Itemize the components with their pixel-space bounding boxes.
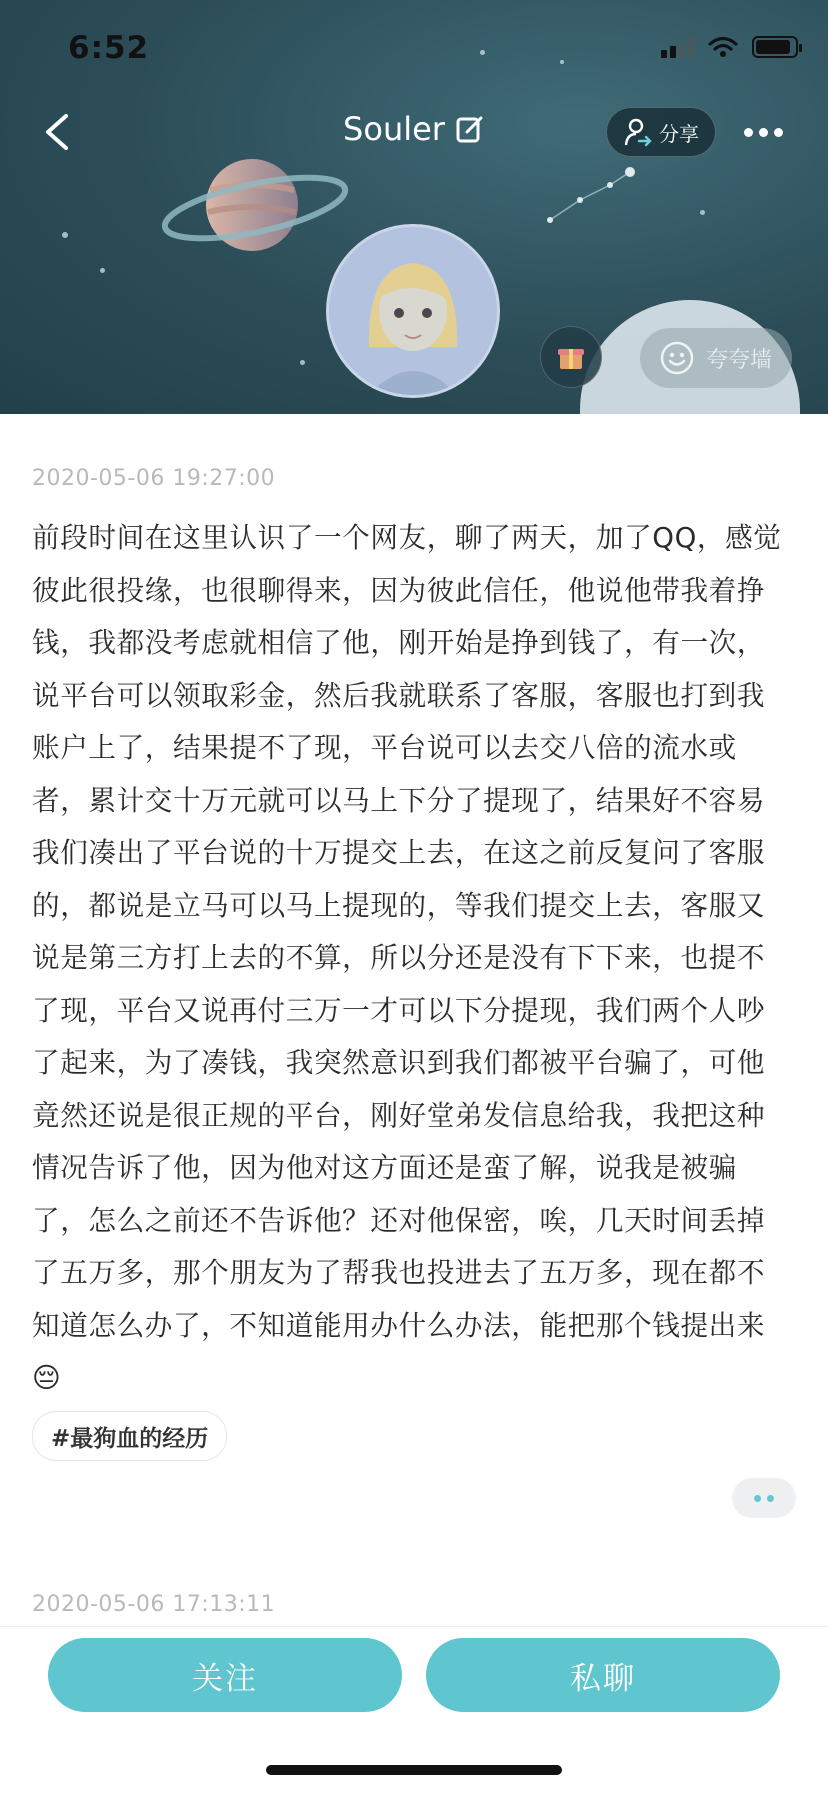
more-options-button[interactable] xyxy=(744,120,790,144)
dot-icon xyxy=(759,128,768,137)
share-label: 分享 xyxy=(659,121,699,146)
planet-decoration xyxy=(160,150,360,270)
gift-button[interactable] xyxy=(540,326,602,388)
dot-icon xyxy=(754,1495,761,1502)
post-more-button[interactable] xyxy=(732,1478,796,1518)
post-text: 前段时间在这里认识了一个网友，聊了两天，加了QQ，感觉彼此很投缘，也很聊得来，因为彼此信任，他说他带我着挣钱，我都没考虑就相信了他，刚开始是挣到钱了，有一次，说平台可以领取彩金，然后我就联系了客服，客服也打到我账户上了，结果提不了现，平台说可以去交八倍的流水或者，累计交十万元就可以马上下分了提现了，结果好不容易我们凑出了平台说的十万提交上去，在这之前反复问了客服的，都说是立马可以马上提现的，等我们提交上去，客服又说是第三方打上去的不算，所以分还是没有下下来，也提不了现，平台又说再付三万一才可以下分提现，我们两个人吵了起来，为了凑钱，我突然意识到我们都被平台骗了，可他竟然还说是很正规的平台，刚好堂弟发信息给我，我把这种情况告诉了他，因为他对这方面还是蛮了解，说我是被骗了，怎么之前还不告诉他？还对他保密，唉，几天时间丢掉了五万多，那个朋友为了帮我也投进去了五万多，现在都不知道怎么办了，不知道能用办什么办法，能把那个钱提出来😔 xyxy=(32,521,782,1394)
post-timestamp: 2020-05-06 17:13:11 xyxy=(32,1592,276,1617)
dot-icon xyxy=(744,128,753,137)
star-decoration xyxy=(560,60,564,64)
share-button[interactable] xyxy=(606,107,716,157)
star-decoration xyxy=(62,232,68,238)
battery-icon xyxy=(752,36,798,58)
post-timestamp: 2020-05-06 19:27:00 xyxy=(32,466,276,491)
constellation-decoration xyxy=(540,160,640,230)
follow-button[interactable]: 关注 xyxy=(48,1638,402,1712)
avatar[interactable] xyxy=(326,224,500,398)
star-decoration xyxy=(300,360,305,365)
dot-icon xyxy=(767,1495,774,1502)
gift-icon xyxy=(556,342,586,372)
share-user-icon xyxy=(623,117,653,147)
private-chat-button[interactable]: 私聊 xyxy=(426,1638,780,1712)
status-icons xyxy=(661,36,798,58)
praise-wall-button[interactable] xyxy=(640,328,792,388)
cellular-signal-icon xyxy=(661,36,694,58)
topic-tag[interactable]: #最狗血的经历 xyxy=(32,1411,227,1461)
praise-wall-label: 夸夸墙 xyxy=(705,347,772,373)
edit-icon[interactable] xyxy=(455,114,485,144)
star-decoration xyxy=(700,210,705,215)
wifi-icon xyxy=(708,36,738,58)
home-indicator[interactable] xyxy=(266,1765,562,1775)
dot-icon xyxy=(774,128,783,137)
star-decoration xyxy=(480,50,485,55)
status-time: 6:52 xyxy=(68,30,150,66)
smiley-icon xyxy=(660,341,694,375)
star-decoration xyxy=(100,268,105,273)
page-title: Souler xyxy=(343,110,445,148)
